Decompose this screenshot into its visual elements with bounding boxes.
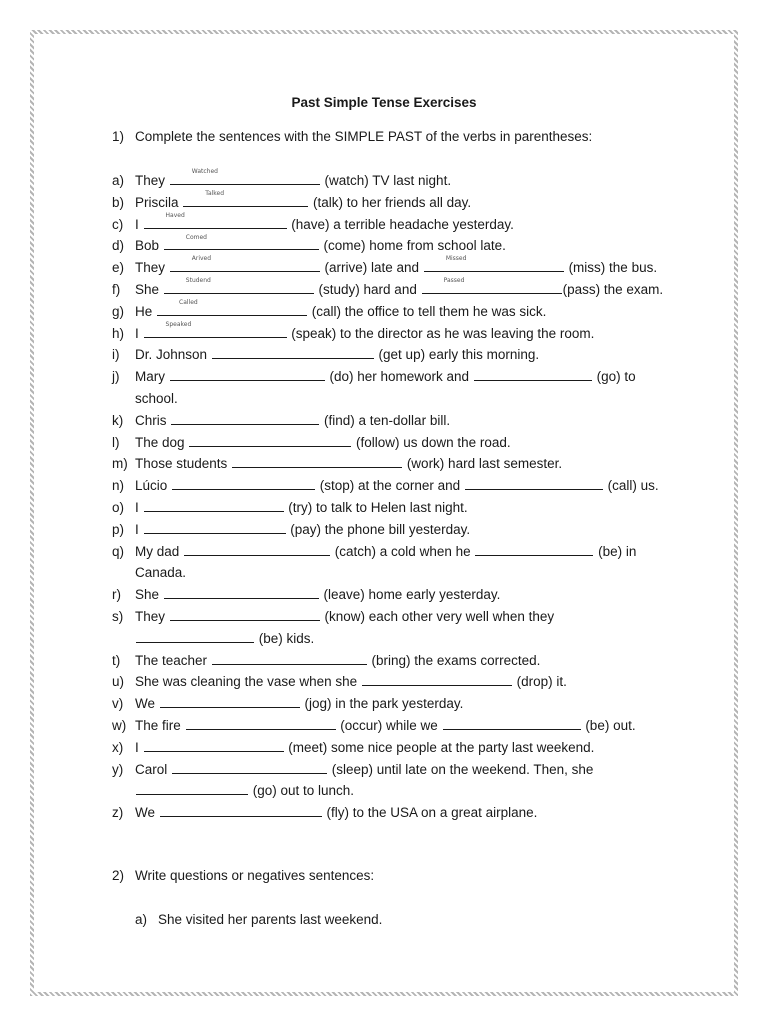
answer-blank[interactable] <box>144 737 284 752</box>
sentence-text: (call) us. <box>603 478 659 494</box>
item-sentence <box>135 432 665 454</box>
answer-blank[interactable] <box>474 366 592 381</box>
answer-blank[interactable] <box>189 432 351 447</box>
sentence-text: She was cleaning the vase when she <box>135 674 361 690</box>
item-label: l) <box>112 434 120 450</box>
answer-blank[interactable] <box>475 541 593 556</box>
sentence-text: She <box>135 282 163 297</box>
sentence-text: (leave) home early yesterday. <box>319 587 501 603</box>
page-title: Past Simple Tense Exercises <box>291 95 477 110</box>
sentence-text: (work) hard last semester. <box>403 456 563 472</box>
answer-blank[interactable] <box>171 410 319 425</box>
sentence-text: My dad <box>135 543 184 559</box>
answer-blank[interactable] <box>232 453 402 468</box>
sentence-text: (do) her homework and <box>325 369 473 385</box>
item-label: h) <box>112 325 125 341</box>
item-label: x) <box>112 739 124 755</box>
section-2-sub-text: She visited her parents last weekend. <box>158 912 383 927</box>
filled-answer: Studend <box>185 277 211 285</box>
sentence-text: Chris <box>135 412 171 428</box>
item-sentence <box>135 279 665 301</box>
answer-blank[interactable] <box>144 519 286 534</box>
item-label: c) <box>112 216 124 232</box>
sentence-text: The dog <box>135 434 189 450</box>
sentence-text: (watch) TV last night. <box>320 173 452 188</box>
sentence-text: (drop) it. <box>512 674 567 690</box>
item-label: f) <box>112 282 121 297</box>
sentence-text: (sleep) until late on the weekend. Then, she <box>328 761 594 777</box>
item-sentence <box>135 235 665 257</box>
sentence-text: (get up) early this morning. <box>374 347 540 363</box>
answer-blank[interactable] <box>144 497 284 512</box>
item-sentence <box>135 693 665 715</box>
answer-blank[interactable] <box>443 715 581 730</box>
sentence-text: I <box>135 739 143 755</box>
answer-blank[interactable] <box>164 584 319 599</box>
filled-answer: Called <box>179 299 198 306</box>
sentence-text: Dr. Johnson <box>135 347 211 363</box>
section-2-sub-label: a) <box>135 912 148 927</box>
filled-answer: Watched <box>191 168 218 176</box>
answer-blank[interactable] <box>465 475 603 490</box>
sentence-text: (have) a terrible headache yesterday. <box>287 216 514 232</box>
section-1-number: 1) <box>112 129 125 144</box>
item-sentence <box>135 211 665 236</box>
answer-blank[interactable] <box>170 606 320 621</box>
item-label: i) <box>112 347 120 363</box>
item-label: q) <box>112 543 125 559</box>
item-sentence <box>135 759 665 781</box>
answer-blank[interactable] <box>212 344 374 359</box>
sentence-text: Mary <box>135 369 169 385</box>
answer-blank[interactable] <box>136 780 248 795</box>
sentence-text: (occur) while we <box>336 718 442 733</box>
sentence-text: I <box>135 216 143 232</box>
sentence-text: (miss) the bus. <box>564 260 658 276</box>
sentence-text: She <box>135 587 163 603</box>
sentence-text: (come) home from school late. <box>319 238 506 254</box>
answer-blank[interactable] <box>184 541 330 556</box>
item-label: u) <box>112 674 125 690</box>
sentence-text: (pay) the phone bill yesterday. <box>286 521 471 537</box>
item-sentence <box>135 475 665 497</box>
sentence-text: (fly) to the USA on a great airplane. <box>322 805 538 821</box>
sentence-text: (know) each other very well when they <box>320 609 555 624</box>
sentence-text: The teacher <box>135 652 211 668</box>
sentence-text: (study) hard and <box>314 282 421 297</box>
item-label: z) <box>112 805 124 821</box>
answer-blank[interactable] <box>212 650 367 665</box>
sentence-text: (talk) to her friends all day. <box>309 194 472 210</box>
item-sentence <box>135 802 665 824</box>
item-sentence <box>135 301 665 323</box>
item-label: k) <box>112 412 124 428</box>
item-sentence <box>135 497 665 519</box>
item-label: b) <box>112 194 125 210</box>
answer-blank[interactable] <box>160 802 322 817</box>
item-label: n) <box>112 478 125 494</box>
item-label: j) <box>112 369 120 385</box>
sentence-text: They <box>135 609 169 624</box>
item-sentence <box>135 410 665 432</box>
sentence-text: We <box>135 696 159 712</box>
filled-answer: Talked <box>205 190 225 197</box>
item-sentence-continued: school. <box>135 391 178 406</box>
item-label: t) <box>112 652 121 668</box>
item-sentence-continued <box>135 628 665 650</box>
answer-blank[interactable] <box>362 671 512 686</box>
sentence-text: (arrive) late and <box>320 260 423 276</box>
filled-answer: Arived <box>191 255 212 263</box>
sentence-text: The fire <box>135 718 185 733</box>
item-label: a) <box>112 173 125 188</box>
item-sentence <box>135 541 665 563</box>
sentence-text: Lúcio <box>135 478 172 494</box>
filled-answer: Missed <box>445 255 467 263</box>
sentence-text: (speak) to the director as he was leaving the room. <box>287 325 595 341</box>
item-sentence <box>135 715 665 737</box>
item-label: r) <box>112 587 121 603</box>
item-sentence <box>135 192 665 214</box>
sentence-text: (try) to talk to Helen last night. <box>284 500 468 515</box>
item-sentence <box>135 671 665 693</box>
item-label: s) <box>112 609 124 624</box>
item-sentence <box>135 344 665 366</box>
sentence-text: (catch) a cold when he <box>331 543 475 559</box>
sentence-text: (bring) the exams corrected. <box>367 652 541 668</box>
answer-blank[interactable] <box>186 715 336 730</box>
item-label: e) <box>112 260 125 276</box>
sentence-text: He <box>135 303 157 319</box>
sentence-text: We <box>135 805 159 821</box>
filled-answer: Haved <box>165 211 185 219</box>
answer-blank[interactable] <box>422 279 562 294</box>
sentence-text: I <box>135 325 143 341</box>
item-label: g) <box>112 303 125 319</box>
answer-blank[interactable] <box>172 759 327 774</box>
sentence-text: Priscila <box>135 194 183 210</box>
answer-blank[interactable] <box>144 320 287 338</box>
sentence-text: (find) a ten-dollar bill. <box>320 412 451 428</box>
filled-answer: Comed <box>185 233 207 241</box>
item-label: p) <box>112 521 125 537</box>
sentence-text: (meet) some nice people at the party last weekend. <box>284 739 595 755</box>
sentence-text: (be) in <box>594 543 637 559</box>
sentence-text: Those students <box>135 456 232 472</box>
item-sentence <box>135 650 665 672</box>
sentence-text: Carol <box>135 761 172 777</box>
sentence-text: (be) out. <box>581 718 636 733</box>
item-sentence <box>135 257 665 279</box>
sentence-text: (go) to <box>592 369 636 385</box>
answer-blank[interactable] <box>183 192 308 207</box>
filled-answer: Speaked <box>165 320 192 328</box>
item-sentence <box>135 320 665 345</box>
item-label: v) <box>112 696 124 712</box>
sentence-text: Bob <box>135 238 163 254</box>
answer-blank[interactable] <box>144 211 287 229</box>
sentence-text: (stop) at the corner and <box>316 478 464 494</box>
sentence-text: (call) the office to tell them he was sick. <box>308 303 547 319</box>
item-sentence <box>135 453 665 475</box>
sentence-text: (be) kids. <box>255 630 315 646</box>
sentence-text: (jog) in the park yesterday. <box>300 696 464 712</box>
answer-blank[interactable] <box>170 170 320 185</box>
filled-answer: Passed <box>443 277 465 285</box>
item-sentence-continued: Canada. <box>135 565 187 581</box>
item-label: o) <box>112 500 125 515</box>
item-label: y) <box>112 761 124 777</box>
item-sentence <box>135 519 665 541</box>
sentence-text: (pass) the exam. <box>562 282 664 297</box>
sentence-text: (go) out to lunch. <box>249 783 355 799</box>
answer-blank[interactable] <box>160 693 300 708</box>
item-label: m) <box>112 456 128 472</box>
answer-blank[interactable] <box>172 475 315 490</box>
sentence-text: I <box>135 500 143 515</box>
item-sentence-continued <box>135 780 665 802</box>
answer-blank[interactable] <box>164 235 319 250</box>
section-1-instruction: Complete the sentences with the SIMPLE PAST of the verbs in parentheses: <box>135 129 593 144</box>
item-label: w) <box>112 718 127 733</box>
sentence-text: They <box>135 173 169 188</box>
item-label: d) <box>112 238 125 254</box>
answer-blank[interactable] <box>170 366 325 381</box>
item-sentence <box>135 606 665 628</box>
answer-blank[interactable] <box>136 628 254 643</box>
item-sentence <box>135 366 665 388</box>
section-2-number: 2) <box>112 868 125 883</box>
sentence-text: (follow) us down the road. <box>352 434 511 450</box>
sentence-text: They <box>135 260 169 276</box>
sentence-text: I <box>135 521 143 537</box>
item-sentence <box>135 584 665 606</box>
item-sentence <box>135 737 665 759</box>
section-2-instruction: Write questions or negatives sentences: <box>135 868 375 883</box>
